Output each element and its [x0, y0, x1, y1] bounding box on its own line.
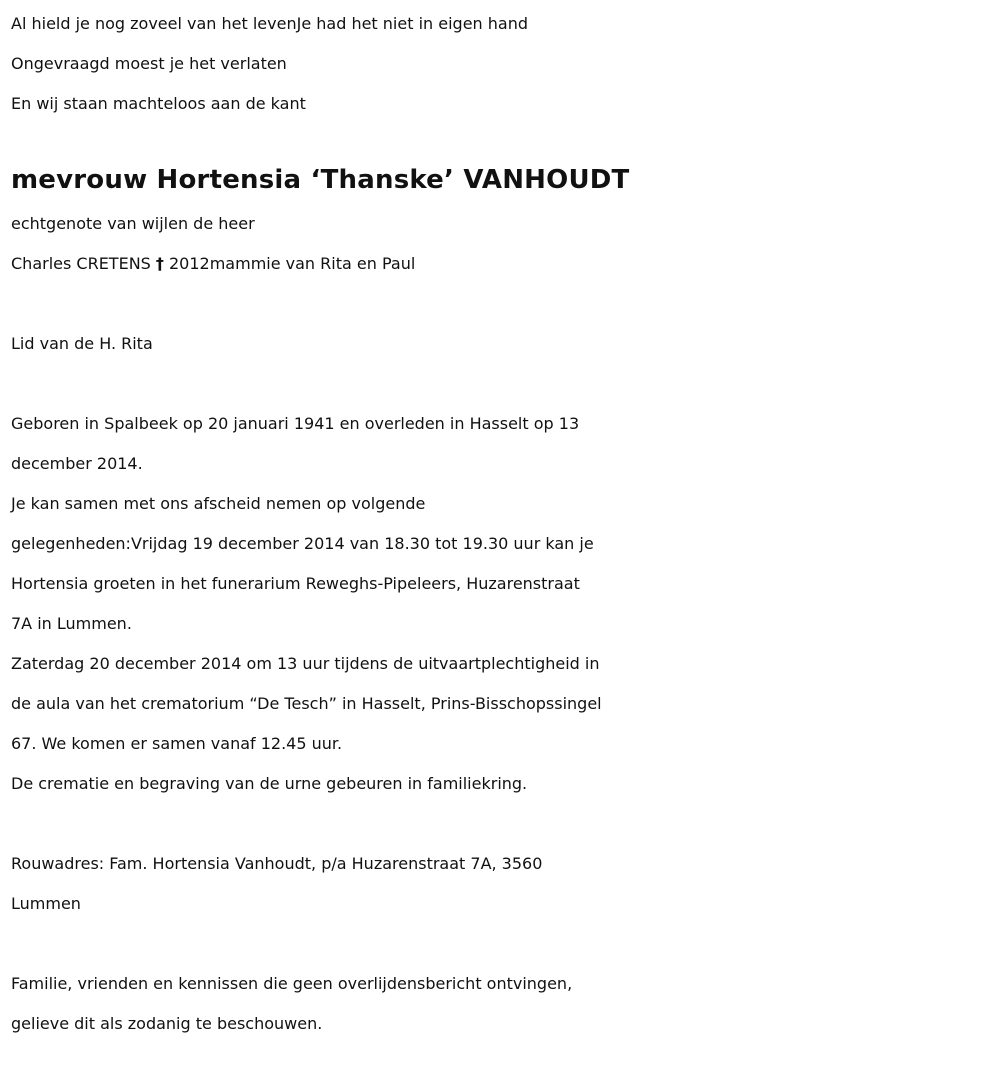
birth-death-line-1: Geboren in Spalbeek op 20 januari 1941 en overleden in Hasselt op 13	[11, 414, 580, 433]
farewell-line-2: gelegenheden:Vrijdag 19 december 2014 van 18.30 tot 19.30 uur kan je	[11, 534, 594, 553]
poem-line-2: Ongevraagd moest je het verlaten	[11, 54, 287, 73]
deceased-name: mevrouw Hortensia ‘Thanske’ VANHOUDT	[11, 165, 630, 195]
mourning-address	[11, 844, 991, 924]
farewell-line-6: de aula van het crematorium “De Tesch” in Hasselt, Prins-Bisschopssingel	[11, 694, 602, 713]
family-relations	[11, 204, 991, 284]
spouse-death-and-children: 2012mammie van Rita en Paul	[169, 254, 416, 273]
notice-line-2: gelieve dit als zodanig te beschouwen.	[11, 1014, 323, 1033]
poem-line-1: Al hield je nog zoveel van het levenJe had het niet in eigen hand	[11, 14, 528, 33]
spouse-line: echtgenote van wijlen de heer	[11, 214, 255, 233]
birth-death-line-2: december 2014.	[11, 454, 143, 473]
farewell-line-5: Zaterdag 20 december 2014 om 13 uur tijdens de uitvaartplechtigheid in	[11, 654, 600, 673]
notice-line-1: Familie, vrienden en kennissen die geen overlijdensbericht ontvingen,	[11, 974, 573, 993]
spacer	[11, 804, 991, 844]
spacer	[11, 924, 991, 964]
spouse-name: Charles CRETENS	[11, 254, 151, 273]
spacer	[11, 364, 991, 404]
membership: Lid van de H. Rita	[11, 334, 153, 353]
address-line-1: Rouwadres: Fam. Hortensia Vanhoudt, p/a Huzarenstraat 7A, 3560	[11, 854, 543, 873]
farewell-line-3: Hortensia groeten in het funerarium Reweghs-Pipeleers, Huzarenstraat	[11, 574, 580, 593]
spouse-name-line	[11, 244, 991, 284]
farewell-info	[11, 484, 991, 804]
farewell-line-4: 7A in Lummen.	[11, 614, 132, 633]
farewell-line-1: Je kan samen met ons afscheid nemen op volgende	[11, 494, 426, 513]
spacer	[11, 284, 991, 324]
farewell-line-7: 67. We komen er samen vanaf 12.45 uur.	[11, 734, 343, 753]
poem	[11, 4, 991, 124]
closing-notice	[11, 964, 991, 1044]
address-line-2: Lummen	[11, 894, 81, 913]
cross-icon: †	[155, 254, 164, 273]
farewell-line-8: De crematie en begraving van de urne gebeuren in familiekring.	[11, 774, 528, 793]
birth-death-info	[11, 404, 991, 484]
poem-line-3: En wij staan machteloos aan de kant	[11, 94, 306, 113]
